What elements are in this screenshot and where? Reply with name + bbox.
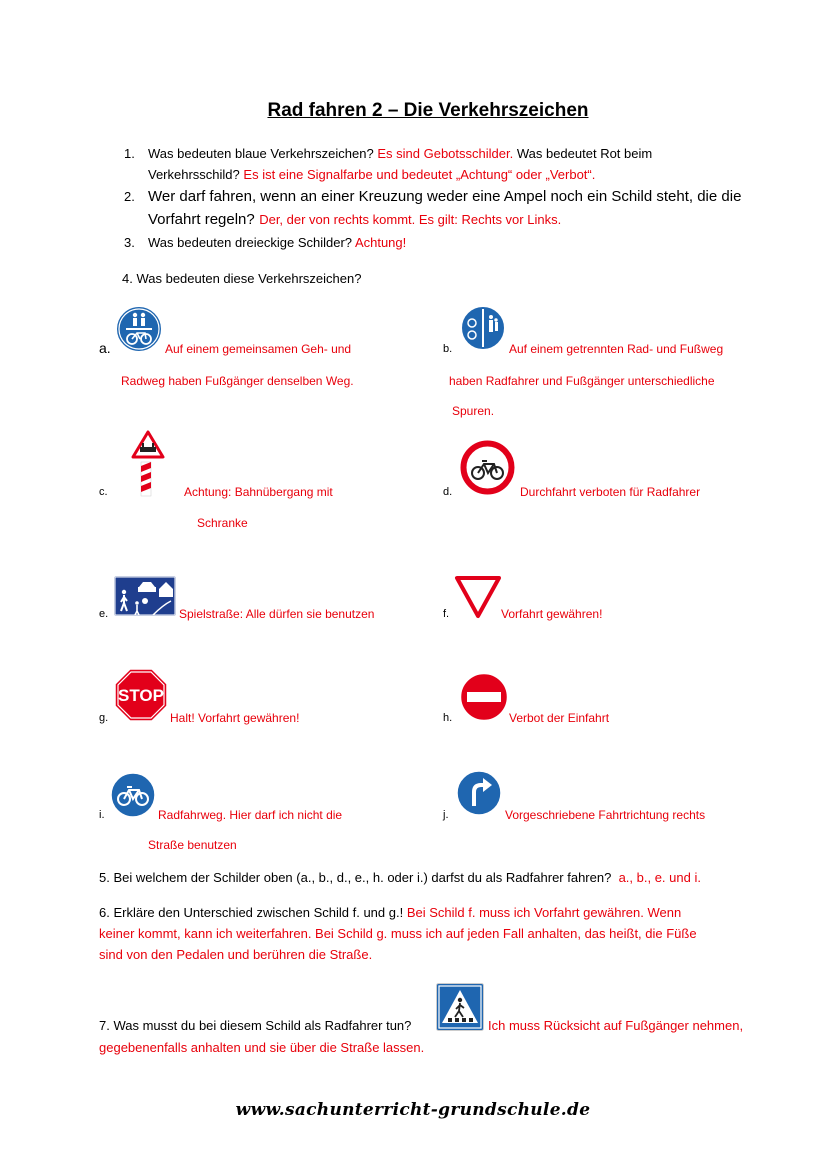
q5-answer: a., b., e. und i.: [618, 870, 701, 885]
q1-text-part2: Was bedeutet Rot beim: [516, 146, 653, 161]
q2-text: Wer darf fahren, wenn an einer Kreuzung weder eine Ampel noch ein Schild steht, die die: [148, 188, 742, 205]
page-title: Rad fahren 2 – Die Verkehrszeichen: [267, 100, 589, 121]
q5-text: 5. Bei welchem der Schilder oben (a., b., d., e., h. oder i.) darfst du als Radfahrer fahren?: [99, 870, 612, 885]
question-6: [99, 902, 799, 965]
stop-sign-text: STOP: [118, 686, 164, 705]
q1-answer-part2: Es ist eine Signalfarbe und bedeutet „Achtung“ oder „Verbot“.: [243, 167, 596, 182]
q6-answer-line3: sind von den Pedalen und berühren die Straße.: [99, 947, 373, 962]
footer-website: www.sachunterricht-grundschule.de: [235, 1100, 591, 1120]
railway-crossing-sign-icon: [131, 430, 165, 498]
sign-a-answer-line2: Radweg haben Fußgänger denselben Weg.: [121, 374, 354, 388]
sign-j-label: j.: [443, 809, 449, 821]
q6-answer-line1: Bei Schild f. muss ich Vorfahrt gewähren. Wenn: [406, 905, 682, 920]
sign-b-answer-line3: Spuren.: [452, 404, 495, 418]
sign-j-answer: Vorgeschriebene Fahrtrichtung rechts: [505, 808, 706, 822]
sign-d-label: d.: [443, 486, 453, 498]
bicycle-path-sign-icon: [110, 772, 156, 818]
sign-f-answer: Vorfahrt gewähren!: [501, 607, 603, 621]
q1-text-part3: Verkehrsschild?: [148, 167, 240, 182]
sign-b-answer-line1: Auf einem getrennten Rad- und Fußweg: [509, 342, 724, 356]
sign-b-answer-line2: haben Radfahrer und Fußgänger unterschiedliche: [449, 374, 715, 388]
sign-h-label: h.: [443, 712, 453, 724]
q7-answer-line1: Ich muss Rücksicht auf Fußgänger nehmen,: [488, 1018, 744, 1033]
question-3: [0, 232, 826, 254]
sign-a-label: a.: [99, 340, 111, 356]
q6-text: 6. Erkläre den Unterschied zwischen Schild f. und g.!: [99, 905, 404, 920]
sign-f-label: f.: [443, 608, 450, 620]
q7-text: 7. Was musst du bei diesem Schild als Radfahrer tun?: [99, 1018, 412, 1033]
sign-c-answer-line1: Achtung: Bahnübergang mit: [184, 485, 333, 499]
q1-text: Was bedeuten blaue Verkehrszeichen?: [148, 146, 374, 161]
q2-number: 2.: [124, 189, 135, 204]
pedestrian-crossing-sign-icon: [436, 983, 484, 1031]
sign-e-label: e.: [99, 608, 109, 620]
question-5: [99, 867, 799, 888]
sign-g-answer: Halt! Vorfahrt gewähren!: [170, 711, 300, 725]
q3-number: 3.: [124, 235, 135, 250]
question-4-text: 4. Was bedeuten diese Verkehrszeichen?: [122, 271, 362, 286]
sign-i-answer-line1: Radfahrweg. Hier darf ich nicht die: [158, 808, 343, 822]
sign-a-answer-line1: Auf einem gemeinsamen Geh- und: [165, 342, 352, 356]
q2-text-part2: Vorfahrt regeln?: [148, 211, 255, 228]
sign-c-label: c.: [99, 486, 108, 498]
sign-c-answer-line2: Schranke: [197, 516, 248, 530]
sign-b-label: b.: [443, 343, 453, 355]
q2-answer: Der, der von rechts kommt. Es gilt: Rechts vor Links.: [259, 212, 562, 227]
sign-i-label: i.: [99, 809, 105, 821]
separated-path-sign-icon: [460, 305, 506, 351]
q3-text: Was bedeuten dreieckige Schilder?: [148, 235, 353, 250]
q3-answer: Achtung!: [354, 235, 407, 250]
turn-right-sign-icon: [456, 770, 502, 816]
sign-i-answer-line2: Straße benutzen: [148, 838, 237, 852]
play-street-sign-icon: [113, 575, 177, 617]
sign-e-answer: Spielstraße: Alle dürfen sie benutzen: [179, 607, 375, 621]
q7-answer-line2: gegebenenfalls anhalten und sie über die Straße lassen.: [99, 1040, 425, 1055]
sign-d-answer: Durchfahrt verboten für Radfahrer: [520, 485, 701, 499]
q6-answer-line2: keiner kommt, kann ich weiterfahren. Bei Schild g. muss ich auf jeden Fall anhalten, das heißt, die Füße: [99, 926, 697, 941]
sign-g-label: g.: [99, 712, 109, 724]
question-1: [0, 143, 826, 187]
no-bicycles-sign-icon: [460, 440, 515, 495]
yield-sign-icon: [455, 575, 501, 619]
sign-h-answer: Verbot der Einfahrt: [509, 711, 610, 725]
q1-answer-part1: Es sind Gebotsschilder.: [377, 146, 514, 161]
question-2: [0, 186, 826, 232]
q1-number: 1.: [124, 146, 135, 161]
stop-sign-icon: [114, 668, 168, 722]
shared-path-sign-icon: [115, 305, 163, 353]
no-entry-sign-icon: [459, 672, 509, 722]
